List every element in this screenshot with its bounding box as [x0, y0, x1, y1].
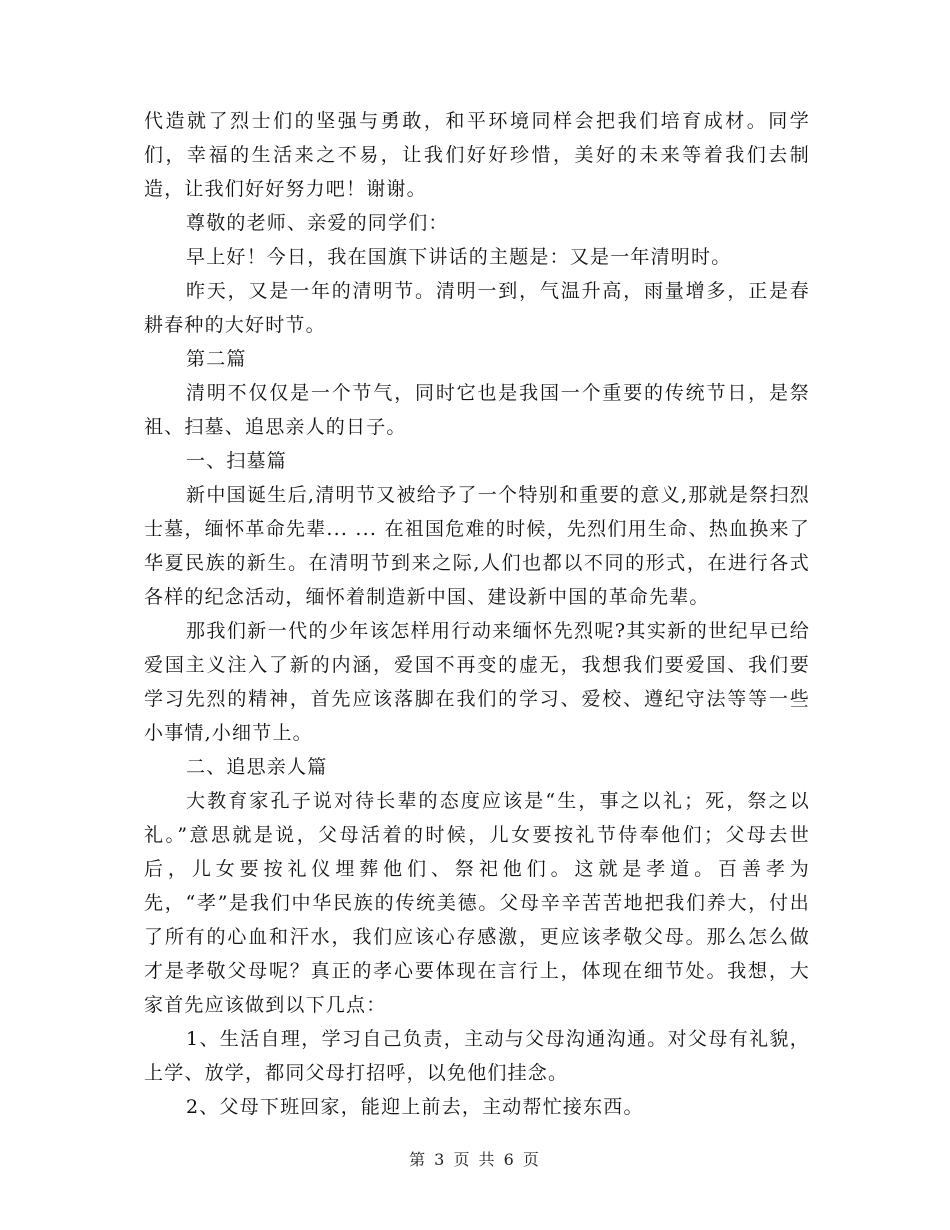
paragraph: 昨天，又是一年的清明节。清明一到，气温升高，雨量增多，正是春耕春种的大好时节。: [144, 280, 810, 336]
paragraph: 代造就了烈士们的坚强与勇敢，和平环境同样会把我们培育成材。同学们，幸福的生活来之不易，让我们好好珍惜，美好的未来等着我们去制造，让我们好好努力吧！谢谢。: [144, 110, 810, 200]
paragraph: 清明不仅仅是一个节气，同时它也是我国一个重要的传统节日，是祭祖、扫墓、追思亲人的日子。: [144, 382, 810, 438]
paragraph: 那我们新一代的少年该怎样用行动来缅怀先烈呢?其实新的世纪早已给爱国主义注入了新的内涵，爱国不再变的虚无，我想我们要爱国、我们要学习先烈的精神，首先应该落脚在我们的学习、爱校、遵纪守法等等一些小事情,小细节上。: [144, 620, 810, 744]
section-heading: 第二篇: [186, 348, 247, 370]
section-heading: 一、扫墓篇: [186, 450, 288, 472]
greeting-line: 尊敬的老师、亲爱的同学们：: [186, 212, 449, 234]
section-heading: 二、追思亲人篇: [186, 756, 328, 778]
paragraph: 新中国诞生后,清明节又被给予了一个特别和重要的意义,那就是祭扫烈士墓，缅怀革命先辈... ... 在祖国危难的时候，先烈们用生命、热血换来了华夏民族的新生。在清明节到来之际,人们也都以不同的形式，在进行各式各样的纪念活动，缅怀着制造新中国、建设新中国的革命先辈。: [144, 484, 810, 608]
paragraph: 大教育家孔子说对待长辈的态度应该是“生，事之以礼；死，祭之以礼。”意思就是说，父母活着的时候，儿女要按礼节侍奉他们；父母去世后，儿女要按礼仪埋葬他们、祭祀他们。这就是孝道。百善孝为先，“孝”是我们中华民族的传统美德。父母辛辛苦苦地把我们养大，付出了所有的心血和汗水，我们应该心存感激，更应该孝敬父母。那么怎么做才是孝敬父母呢？真正的孝心要体现在言行上，体现在细节处。我想，大家首先应该做到以下几点：: [144, 790, 810, 1016]
list-item: 2、父母下班回家，能迎上前去，主动帮忙接东西。: [186, 1096, 644, 1118]
paragraph: 早上好！今日，我在国旗下讲话的主题是：又是一年清明时。: [186, 246, 732, 268]
document-body: [144, 104, 810, 1124]
page-footer: 第 3 页 共 6 页: [409, 1150, 541, 1169]
list-item: 1、生活自理，学习自己负责，主动与父母沟通沟通。对父母有礼貌，上学、放学，都同父母打招呼，以免他们挂念。: [144, 1028, 810, 1084]
